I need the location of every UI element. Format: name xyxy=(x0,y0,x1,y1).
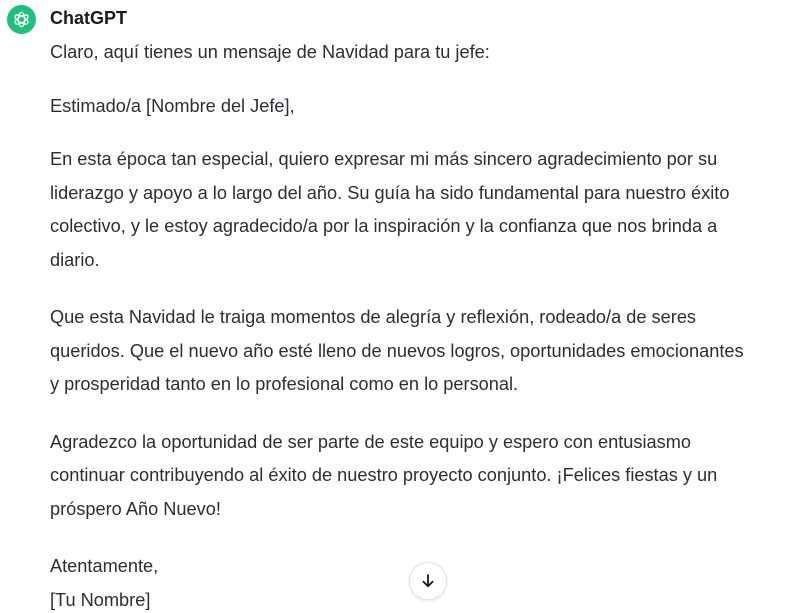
greeting-text: Estimado/a [Nombre del Jefe], xyxy=(50,95,295,116)
arrow-down-icon xyxy=(419,572,437,590)
paragraph-1-line: colectivo, y le estoy agradecido/a por la inspiración y la confianza que nos brinda a xyxy=(50,216,718,236)
paragraph-3-line: continuar contribuyendo al éxito de nuestro proyecto conjunto. ¡Felices fiestas y un xyxy=(50,465,718,485)
intro-text: Claro, aquí tienes un mensaje de Navidad para tu jefe: xyxy=(50,42,490,62)
paragraph-2-line: queridos. Que el nuevo año esté lleno de nuevos logros, oportunidades emocionantes xyxy=(50,340,744,361)
sender-name: ChatGPT xyxy=(50,8,128,28)
openai-logo-icon xyxy=(12,10,31,29)
paragraph-2-line: y prosperidad tanto en lo profesional como en lo personal. xyxy=(50,374,519,394)
paragraph-1-line: diario. xyxy=(50,249,100,270)
paragraph-1-line: liderazgo y apoyo a lo largo del año. Su guía ha sido fundamental para nuestro éxito xyxy=(50,182,730,203)
paragraph-1-line: En esta época tan especial, quiero expresar mi más sincero agradecimiento por su xyxy=(50,149,718,169)
paragraph-3-line: Agradezco la oportunidad de ser parte de este equipo y espero con entusiasmo xyxy=(50,431,692,452)
paragraph-3-line: próspero Año Nuevo! xyxy=(50,498,221,519)
message-content xyxy=(50,36,790,613)
paragraph-2-line: Que esta Navidad le traiga momentos de alegría y reflexión, rodeado/a de seres xyxy=(50,307,697,327)
chatgpt-avatar xyxy=(7,5,36,34)
signature-text: [Tu Nombre] xyxy=(50,589,151,610)
scroll-to-bottom-button[interactable] xyxy=(409,562,447,600)
closing-text: Atentamente, xyxy=(50,556,159,576)
